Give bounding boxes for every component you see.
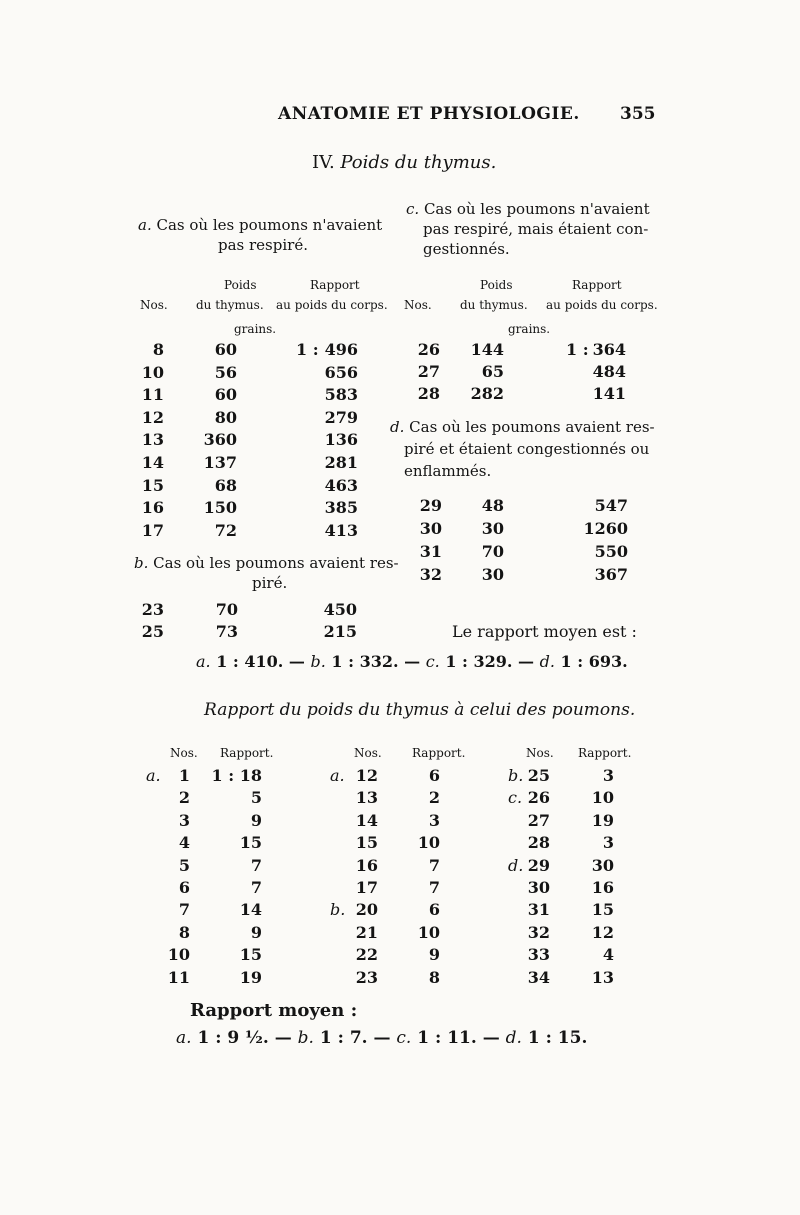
table-a-unit: grains. <box>234 322 277 336</box>
table-row-no: 26 <box>417 340 440 359</box>
table2-row-no: 13 <box>355 788 378 808</box>
table2-row-rapport: 9 <box>250 810 262 830</box>
table2-row-rapport: 7 <box>250 855 262 875</box>
table-b-caption-2: piré. <box>252 574 288 592</box>
table-row-rapport: 367 <box>594 565 628 584</box>
table-row-no: 15 <box>141 475 164 495</box>
table2-row-no: 28 <box>527 833 550 853</box>
table-row-rapport: 136 <box>324 430 358 450</box>
table-b-caption-1 <box>134 554 399 572</box>
table-c-header-nos: Nos. <box>404 298 432 312</box>
table-a-caption-1 <box>138 216 382 234</box>
table-row-poids: 73 <box>215 622 238 641</box>
table2-row-rapport: 3 <box>602 766 614 785</box>
table-c-caption-text: Cas où les poumons n'avaient <box>423 200 650 218</box>
table-row-no: 12 <box>141 407 164 427</box>
table2-row-letter: d. <box>508 855 524 875</box>
table-row-no: 27 <box>417 362 440 381</box>
table2-row-no: 8 <box>178 922 190 942</box>
table-row-no: 13 <box>141 430 164 450</box>
table-row-poids: 150 <box>203 498 237 518</box>
table-row-poids: 30 <box>481 519 504 538</box>
table-row-poids: 60 <box>214 340 237 359</box>
table-row-poids: 72 <box>214 520 237 540</box>
table2-row-rapport: 13 <box>591 967 614 987</box>
table-row-rapport: 496 <box>324 340 358 359</box>
table-row-no: 8 <box>152 340 164 359</box>
t2-col1-header-nos: Nos. <box>170 746 198 760</box>
table-row-no: 11 <box>141 385 164 405</box>
table2-row-rapport: 7 <box>428 878 440 897</box>
section-roman: IV. <box>312 152 335 173</box>
section2-title: Rapport du poids du thymus à celui des poumons. <box>204 700 636 720</box>
table-d-letter: d. <box>390 418 405 436</box>
table2-row-no: 1 <box>178 766 190 785</box>
moyen-d-letter: d. <box>539 652 555 671</box>
t2-col2-header-nos: Nos. <box>354 746 382 760</box>
t2-col3-header-rapport: Rapport. <box>578 746 632 760</box>
table2-row-letter: a. <box>330 766 345 785</box>
table2-row-rapport: 19 <box>591 810 614 830</box>
final-d-value: 1 : 15. <box>527 1028 588 1048</box>
table-row-no: 17 <box>141 520 164 540</box>
table2-row-rapport: 7 <box>250 878 262 897</box>
table-c-header-rapport: Rapport <box>572 278 622 292</box>
table-row-no: 14 <box>141 453 164 472</box>
table-row-rapport: 484 <box>592 362 626 381</box>
table-row-poids: 80 <box>214 407 237 427</box>
table2-row-no: 34 <box>527 967 550 987</box>
table2-row-no: 11 <box>167 967 190 987</box>
table2-row-rapport: 8 <box>428 967 440 987</box>
moyen-a-letter: a. <box>196 652 211 671</box>
table-c-caption-2: pas respiré, mais étaient con- <box>423 220 649 238</box>
table2-row-rapport: 16 <box>591 878 614 897</box>
moyen-line <box>196 652 628 671</box>
table-row-no: 31 <box>419 542 442 561</box>
table-row-rapport: 281 <box>324 453 358 472</box>
table-row-no: 16 <box>141 498 164 518</box>
table2-row-letter: c. <box>508 788 523 808</box>
section-title <box>312 152 496 173</box>
table2-row-no: 17 <box>355 878 378 897</box>
moyen-b-letter: b. <box>310 652 326 671</box>
table2-row-no: 6 <box>178 878 190 897</box>
table2-row-no: 4 <box>178 833 190 853</box>
table2-row-no: 16 <box>355 855 378 875</box>
running-head: ANATOMIE ET PHYSIOLOGIE. <box>278 104 580 124</box>
table-row-no: 29 <box>419 496 442 515</box>
table-row-poids: 48 <box>481 496 504 515</box>
table-row-rapport: 450 <box>323 600 357 619</box>
table-row-rapport: 583 <box>324 385 358 405</box>
table-d-caption-2: piré et étaient congestionnés ou <box>404 440 650 458</box>
table-c-caption-3: gestionnés. <box>423 240 510 258</box>
table-c-header-poids: Poids <box>480 278 513 292</box>
table-row-poids: 282 <box>470 384 504 403</box>
table2-row-no: 20 <box>355 900 378 920</box>
moyen-b-value: 1 : 332. — <box>331 652 421 671</box>
table2-row-no: 33 <box>527 945 550 965</box>
table2-row-rapport: 19 <box>239 967 262 987</box>
table2-row-no: 14 <box>355 810 378 830</box>
table2-row-rapport: 15 <box>239 945 262 965</box>
table2-row-no: 21 <box>355 922 378 942</box>
table-row-rapport: 215 <box>323 622 357 641</box>
table2-row-rapport: 14 <box>239 900 262 920</box>
table2-row-no: 27 <box>527 810 550 830</box>
table2-row-rapport: 3 <box>428 810 440 830</box>
table-a-ratio-prefix: 1 : <box>296 340 319 359</box>
table-c-letter: c. <box>406 200 420 218</box>
t2-col1-header-rapport: Rapport. <box>220 746 274 760</box>
table2-row-no: 10 <box>167 945 190 965</box>
table-row-poids: 70 <box>481 542 504 561</box>
final-line <box>176 1028 587 1048</box>
table-a-caption-text: Cas où les poumons n'avaient <box>156 216 383 234</box>
table-row-poids: 30 <box>481 565 504 584</box>
table-row-poids: 144 <box>470 340 504 359</box>
table-row-poids: 137 <box>203 453 237 472</box>
table2-row-letter: b. <box>330 900 346 920</box>
final-b-value: 1 : 7. — <box>319 1028 391 1048</box>
table2-row-no: 22 <box>355 945 378 965</box>
table2-row-no: 15 <box>355 833 378 853</box>
table-a-letter: a. <box>138 216 152 234</box>
table2-row-rapport: 4 <box>602 945 614 965</box>
moyen-a-value: 1 : 410. — <box>216 652 305 671</box>
table-a-header-poids: Poids <box>224 278 257 292</box>
table2-row-rapport: 30 <box>591 855 614 875</box>
table-row-rapport: 385 <box>324 498 358 518</box>
table-d-caption-text: Cas où les poumons avaient res- <box>409 418 655 436</box>
table-d-caption-3: enflammés. <box>404 462 492 480</box>
table-b-letter: b. <box>134 554 149 572</box>
final-c-letter: c. <box>396 1028 412 1048</box>
table-row-poids: 56 <box>214 362 237 382</box>
table-row-rapport: 413 <box>324 520 358 540</box>
table-row-poids: 68 <box>214 475 237 495</box>
table2-row-rapport: 5 <box>250 788 262 808</box>
moyen-label: Le rapport moyen est : <box>452 622 637 641</box>
final-b-letter: b. <box>297 1028 314 1048</box>
table2-row-rapport: 7 <box>428 855 440 875</box>
table-row-rapport: 364 <box>592 340 626 359</box>
table2-row-rapport: 2 <box>428 788 440 808</box>
table2-row-no: 29 <box>527 855 550 875</box>
table-row-rapport: 463 <box>324 475 358 495</box>
table-row-no: 23 <box>141 600 164 619</box>
table2-row-no: 31 <box>527 900 550 920</box>
final-a-value: 1 : 9 ½. — <box>197 1028 292 1048</box>
table2-row-no: 2 <box>178 788 190 808</box>
table-c-header-corps: au poids du corps. <box>546 298 658 312</box>
table-row-rapport: 279 <box>324 407 358 427</box>
table2-row-rapport: 6 <box>428 766 440 785</box>
table2-row-no: 7 <box>178 900 190 920</box>
table-c-header-thymus: du thymus. <box>460 298 528 312</box>
final-c-value: 1 : 11. — <box>417 1028 500 1048</box>
table-row-rapport: 550 <box>594 542 628 561</box>
moyen-d-value: 1 : 693. <box>560 652 628 671</box>
table-row-poids: 360 <box>203 430 237 450</box>
table2-row-no: 32 <box>527 922 550 942</box>
table2-row-no: 30 <box>527 878 550 897</box>
table-row-poids: 70 <box>215 600 238 619</box>
rapport-moyen-label: Rapport moyen : <box>190 1000 358 1021</box>
table-a-header-thymus: du thymus. <box>196 298 264 312</box>
table-row-poids: 60 <box>214 385 237 405</box>
page-number: 355 <box>620 104 656 124</box>
table-row-no: 32 <box>419 565 442 584</box>
table-row-no: 28 <box>417 384 440 403</box>
table-a-header-nos: Nos. <box>140 298 168 312</box>
table2-row-no: 25 <box>527 766 550 785</box>
table2-row-rapport: 6 <box>428 900 440 920</box>
table2-row-rapport: 15 <box>239 833 262 853</box>
table-c-unit: grains. <box>508 322 551 336</box>
table-row-rapport: 656 <box>324 362 358 382</box>
table2-row-rapport: 10 <box>417 833 440 853</box>
table-row-no: 10 <box>141 362 164 382</box>
table2-row-rapport: 10 <box>591 788 614 808</box>
table2-row-rapport: 3 <box>602 833 614 853</box>
table-c-caption-1 <box>406 200 650 218</box>
table2-row-letter: a. <box>146 766 161 785</box>
table-a-header-rapport: Rapport <box>310 278 360 292</box>
table2-row-rapport: 10 <box>417 922 440 942</box>
table-row-rapport: 547 <box>594 496 628 515</box>
moyen-c-value: 1 : 329. — <box>445 652 535 671</box>
table2-row-rapport: 9 <box>428 945 440 965</box>
table-c-ratio-prefix: 1 : <box>566 340 589 359</box>
table-row-rapport: 141 <box>592 384 626 403</box>
final-a-letter: a. <box>176 1028 192 1048</box>
table2-row-no: 5 <box>178 855 190 875</box>
table2-row-rapport: 15 <box>591 900 614 920</box>
table2-row-no: 23 <box>355 967 378 987</box>
table-d-caption-1 <box>390 418 655 436</box>
table-row-rapport: 1260 <box>583 519 628 538</box>
table2-row-no: 3 <box>178 810 190 830</box>
table2-row-rapport: 12 <box>591 922 614 942</box>
table2-row-letter: b. <box>508 766 524 785</box>
table2-row-no: 26 <box>527 788 550 808</box>
table-row-no: 25 <box>141 622 164 641</box>
table-a-header-corps: au poids du corps. <box>276 298 388 312</box>
t2-col2-header-rapport: Rapport. <box>412 746 466 760</box>
section-text: Poids du thymus. <box>340 152 497 173</box>
table2-row-no: 12 <box>355 766 378 785</box>
table-row-poids: 65 <box>481 362 504 381</box>
table-b-caption-text: Cas où les poumons avaient res- <box>153 554 399 572</box>
final-d-letter: d. <box>505 1028 522 1048</box>
table-a-caption-2: pas respiré. <box>218 236 308 254</box>
table2-row-rapport: 1 : 18 <box>211 766 262 785</box>
table-row-no: 30 <box>419 519 442 538</box>
moyen-c-letter: c. <box>425 652 440 671</box>
t2-col3-header-nos: Nos. <box>526 746 554 760</box>
table2-row-rapport: 9 <box>250 922 262 942</box>
